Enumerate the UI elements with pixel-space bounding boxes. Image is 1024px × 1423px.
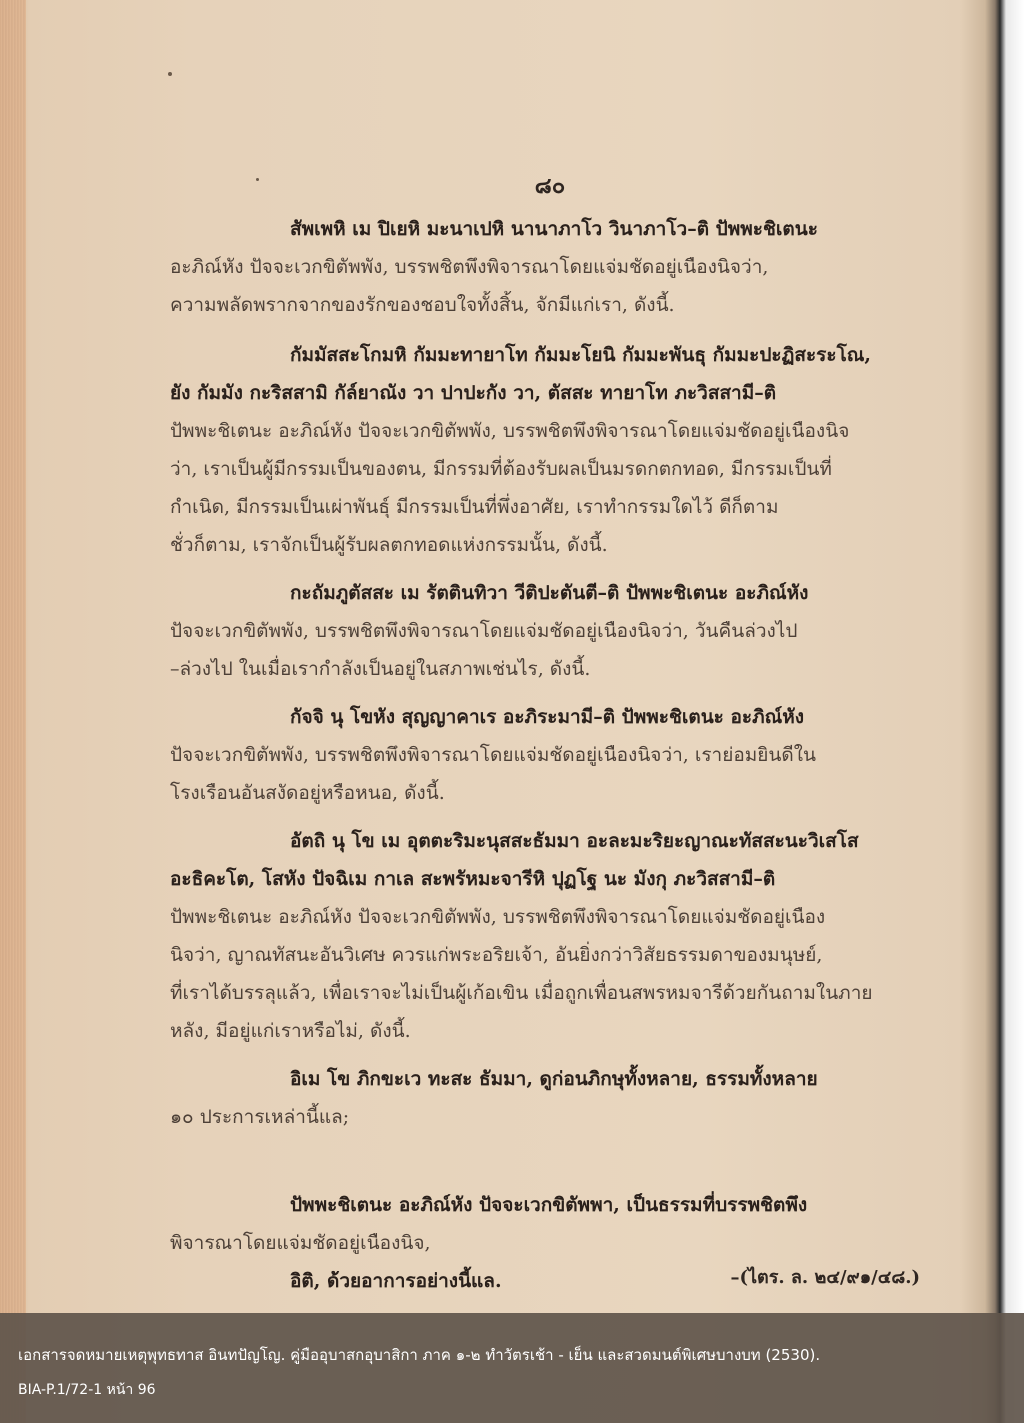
- paragraph: [170, 574, 930, 688]
- text-line: ความพลัดพรากจากของรักของชอบใจทั้งสิ้น, จักมีแก่เรา, ดังนี้.: [170, 294, 675, 316]
- text-line: ปัพพะชิเตนะ อะภิณ์หัง ปัจจะเวกขิตัพพัง, บรรพชิตพึงพิจารณาโดยแจ่มชัดอยู่เนือง: [170, 906, 826, 928]
- scripture-reference: –(ไตร. ล. ๒๔/๙๑/๔๘.): [730, 1267, 920, 1288]
- text-line: ๑๐ ประการเหล่านี้แล;: [170, 1106, 350, 1128]
- text-line: กัจจิ นุ โขหัง สุญญาคาเร อะภิระมามี–ติ ปัพพะชิเตนะ อะภิณ์หัง: [290, 706, 805, 728]
- caption-citation: เอกสารจดหมายเหตุพุทธทาส อินทปัญโญ. คู่มืออุบาสกอุบาสิกา ภาค ๑-๒ ทำวัตรเช้า - เย็น และสวดมนต์พิเศษบางบท (2530).: [18, 1346, 821, 1364]
- text-line: ว่า, เราเป็นผู้มีกรรมเป็นของตน, มีกรรมที่ต้องรับผลเป็นมรดกตกทอด, มีกรรมเป็นที่: [170, 458, 832, 480]
- text-line: นิจว่า, ญาณทัสนะอันวิเศษ ควรแก่พระอริยเจ้า, อันยิ่งกว่าวิสัยธรรมดาของมนุษย์,: [170, 944, 823, 966]
- text-line: กัมมัสสะโกมหิ กัมมะทายาโท กัมมะโยนิ กัมมะพันธุ กัมมะปะฏิสะระโณ,: [290, 344, 872, 366]
- text-line: ที่เราได้บรรลุแล้ว, เพื่อเราจะไม่เป็นผู้เก้อเขิน เมื่อถูกเพื่อนสพรหมจารีด้วยกันถามในภาย: [170, 982, 873, 1004]
- text-line: กำเนิด, มีกรรมเป็นเผ่าพันธุ์ มีกรรมเป็นที่พึ่งอาศัย, เราทำกรรมใดไว้ ดีก็ตาม: [170, 496, 779, 518]
- text-line: สัพเพหิ เม ปิเยหิ มะนาเปหิ นานาภาโว วินาภาโว–ติ ปัพพะชิเตนะ: [290, 218, 818, 240]
- text-line: ปัพพะชิเตนะ อะภิณ์หัง ปัจจะเวกขิตัพพัง, บรรพชิตพึงพิจารณาโดยแจ่มชัดอยู่เนืองนิจ: [170, 420, 850, 442]
- text-line: อิติ, ด้วยอาการอย่างนี้แล.: [290, 1270, 502, 1292]
- paragraph: [170, 210, 930, 324]
- paragraph: [170, 1060, 930, 1136]
- text-line: หลัง, มีอยู่แก่เราหรือไม่, ดังนี้.: [170, 1020, 411, 1042]
- text-line: ปัพพะชิเตนะ อะภิณ์หัง ปัจจะเวกขิตัพพา, เป็นธรรมที่บรรพชิตพึง: [290, 1194, 808, 1216]
- page-number: ๘๐: [534, 173, 566, 199]
- text-line: อิเม โข ภิกขะเว ทะสะ ธัมมา, ดูก่อนภิกษุทั้งหลาย, ธรรมทั้งหลาย: [290, 1068, 818, 1090]
- text-line: –ล่วงไป ในเมื่อเรากำลังเป็นอยู่ในสภาพเช่นไร, ดังนี้.: [170, 658, 591, 680]
- paragraph: [170, 1186, 930, 1262]
- text-line: ยัง กัมมัง กะริสสามิ กัล์ยาณัง วา ปาปะกัง วา, ตัสสะ ทายาโท ภะวิสสามี–ติ: [170, 382, 777, 404]
- text-line: อัตถิ นุ โข เม อุตตะริมะนุสสะธัมมา อะละมะริยะญาณะทัสสะนะวิเสโส: [290, 830, 859, 852]
- text-line: โรงเรือนอันสงัดอยู่หรือหนอ, ดังนี้.: [170, 782, 445, 804]
- caption-archive-id: BIA-P.1/72-1 หน้า 96: [18, 1382, 156, 1398]
- text-line: กะถัมภูตัสสะ เม รัตตินทิวา วีติปะตันตี–ติ ปัพพะชิเตนะ อะภิณ์หัง: [290, 582, 809, 604]
- text-line: ปัจจะเวกขิตัพพัง, บรรพชิตพึงพิจารณาโดยแจ่มชัดอยู่เนืองนิจว่า, วันคืนล่วงไป: [170, 620, 798, 642]
- paper-speck: [168, 72, 172, 76]
- text-line: อะธิคะโต, โสหัง ปัจฉิเม กาเล สะพรัหมะจารีหิ ปุฏโฐ นะ มังกุ ภะวิสสามี–ติ: [170, 868, 776, 890]
- paragraph: [170, 698, 930, 812]
- text-line: ชั่วก็ตาม, เราจักเป็นผู้รับผลตกทอดแห่งกรรมนั้น, ดังนี้.: [170, 534, 608, 556]
- paragraph: [170, 822, 930, 1050]
- text-line: พิจารณาโดยแจ่มชัดอยู่เนืองนิจ,: [170, 1232, 431, 1254]
- archive-caption-bar: [0, 1313, 1024, 1423]
- paragraph: [170, 336, 930, 564]
- text-line: ปัจจะเวกขิตัพพัง, บรรพชิตพึงพิจารณาโดยแจ่มชัดอยู่เนืองนิจว่า, เราย่อมยินดีใน: [170, 744, 817, 766]
- page-edge: [0, 0, 26, 1423]
- text-line: อะภิณ์หัง ปัจจะเวกขิตัพพัง, บรรพชิตพึงพิจารณาโดยแจ่มชัดอยู่เนืองนิจว่า,: [170, 256, 769, 278]
